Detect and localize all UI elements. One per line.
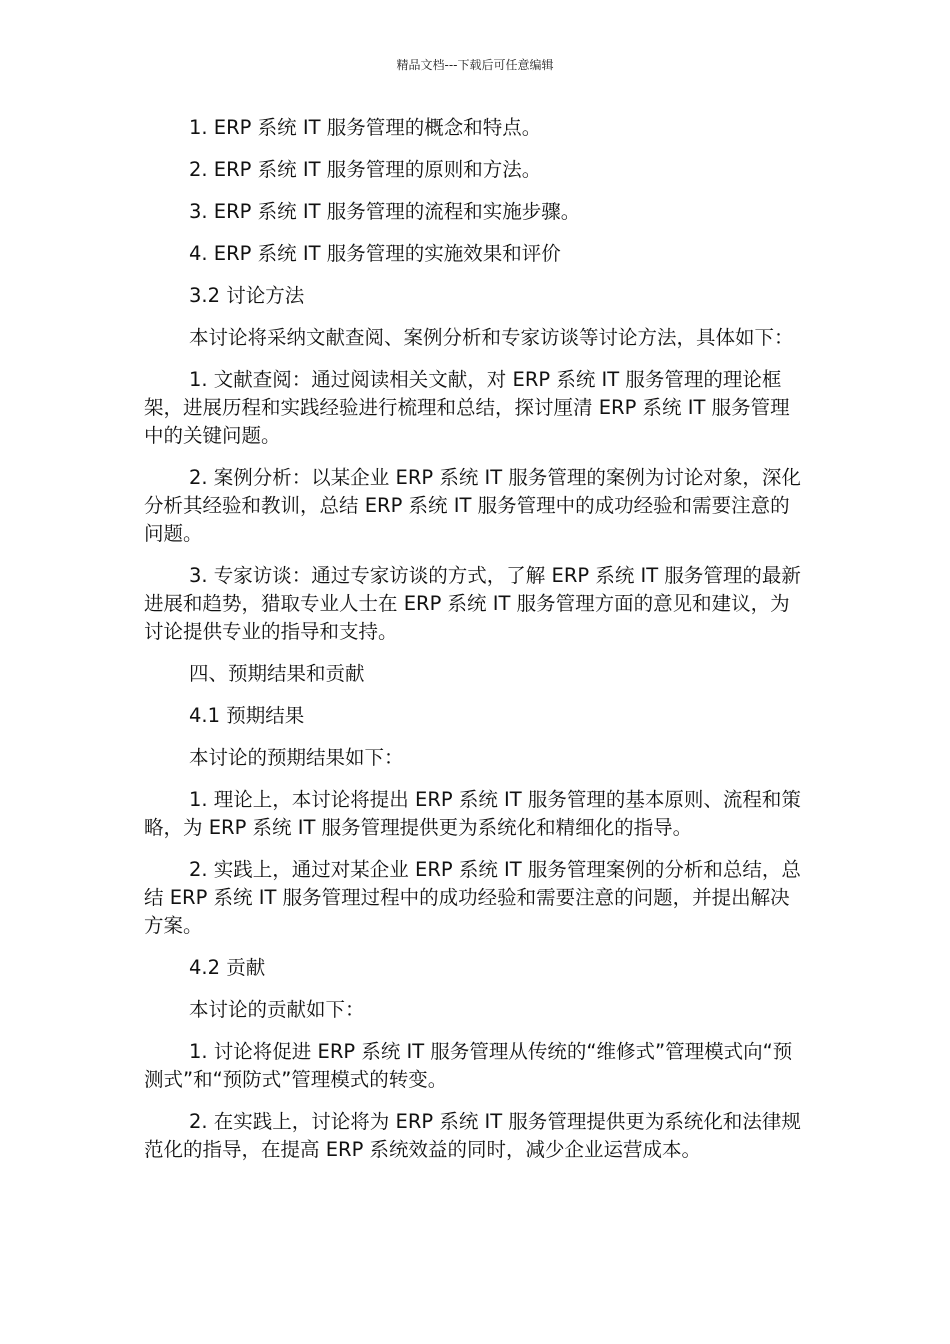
expected-result-practice: 2. 实践上，通过对某企业 ERP 系统 IT 服务管理案例的分析和总结，总结 ERP 系统 IT 服务管理过程中的成功经验和需要注意的问题，并提出解决方案。 <box>144 858 801 937</box>
list-item-evaluation: 4. ERP 系统 IT 服务管理的实施效果和评价 <box>189 242 561 265</box>
expected-result-theory: 1. 理论上，本讨论将提出 ERP 系统 IT 服务管理的基本原则、流程和策略，为 ERP 系统 IT 服务管理提供更为系统化和精细化的指导。 <box>144 788 801 839</box>
contribution-item-2: 2. 在实践上，讨论将为 ERP 系统 IT 服务管理提供更为系统化和法律规范化的指导，在提高 ERP 系统效益的同时，减少企业运营成本。 <box>144 1110 801 1161</box>
chapter-heading-results: 四、预期结果和贡献 <box>189 662 365 685</box>
section-heading-expected-results: 4.1 预期结果 <box>189 704 305 727</box>
method-case-analysis: 2. 案例分析：以某企业 ERP 系统 IT 服务管理的案例为讨论对象，深化分析其经验和教训，总结 ERP 系统 IT 服务管理中的成功经验和需要注意的问题。 <box>144 466 801 545</box>
method-literature-review: 1. 文献查阅：通过阅读相关文献，对 ERP 系统 IT 服务管理的理论框架，进展历程和实践经验进行梳理和总结，探讨厘清 ERP 系统 IT 服务管理中的关键问题。 <box>144 368 790 447</box>
page-header: 精品文档---下载后可任意编辑 <box>396 58 554 72</box>
document-body <box>144 114 806 1178</box>
expected-results-intro: 本讨论的预期结果如下： <box>189 746 404 769</box>
list-item-principles: 2. ERP 系统 IT 服务管理的原则和方法。 <box>189 158 542 181</box>
contribution-item-1: 1. 讨论将促进 ERP 系统 IT 服务管理从传统的“维修式”管理模式向“预测式”和“预防式”管理模式的转变。 <box>144 1040 793 1091</box>
list-item-process: 3. ERP 系统 IT 服务管理的流程和实施步骤。 <box>189 200 581 223</box>
section-heading-methods: 3.2 讨论方法 <box>189 284 305 307</box>
methods-intro: 本讨论将采纳文献查阅、案例分析和专家访谈等讨论方法，具体如下： <box>189 326 794 349</box>
contribution-intro: 本讨论的贡献如下： <box>189 998 365 1021</box>
section-heading-contribution: 4.2 贡献 <box>189 956 266 979</box>
method-expert-interview: 3. 专家访谈：通过专家访谈的方式，了解 ERP 系统 IT 服务管理的最新进展和趋势，猎取专业人士在 ERP 系统 IT 服务管理方面的意见和建议，为讨论提供专业的指导和支持。 <box>144 564 801 643</box>
list-item-concept: 1. ERP 系统 IT 服务管理的概念和特点。 <box>189 116 542 139</box>
